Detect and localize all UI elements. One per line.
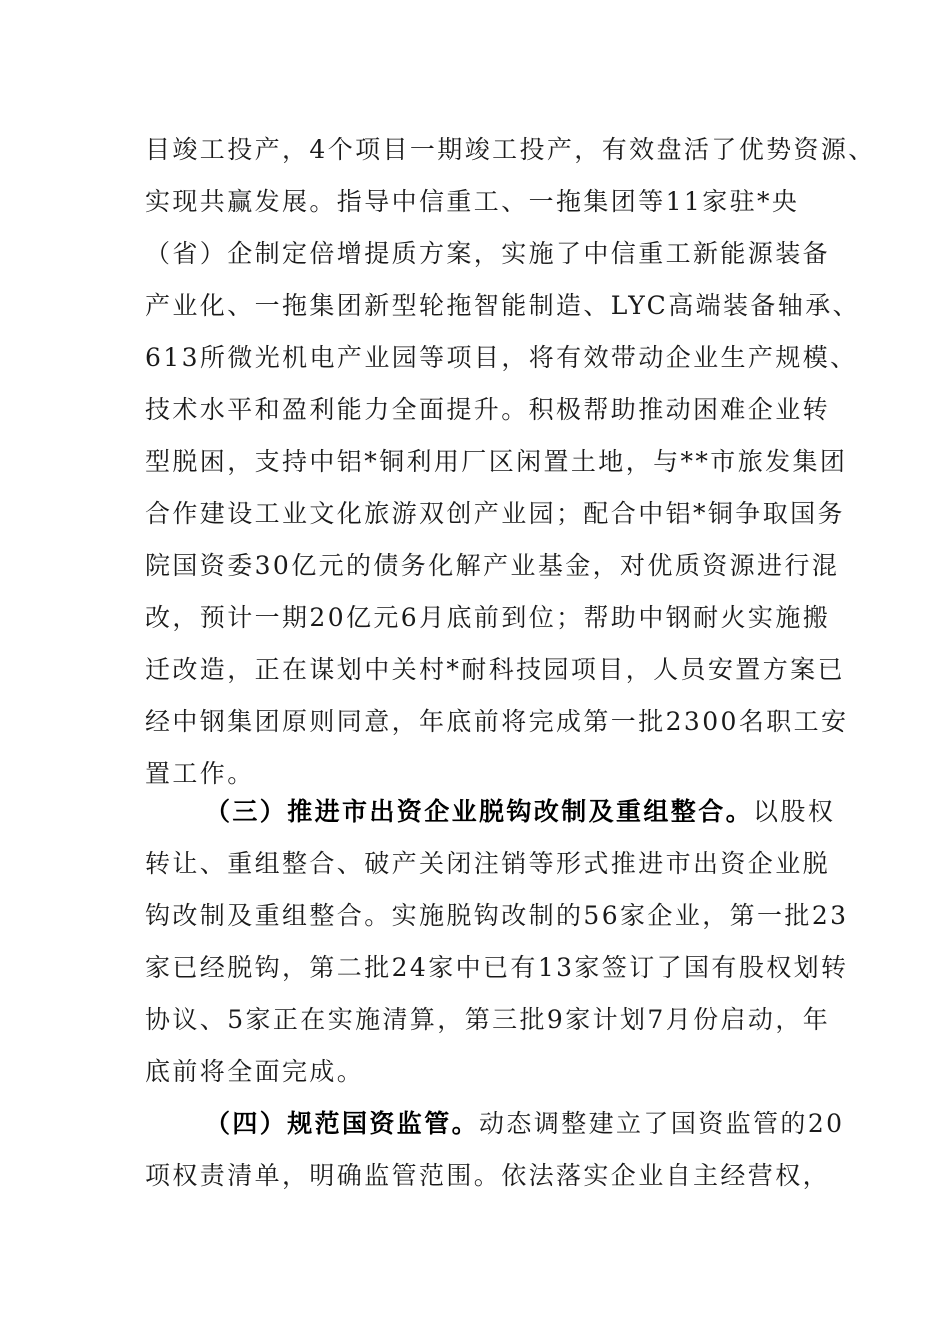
section-first-line bbox=[145, 1098, 845, 1150]
text-line: 技术水平和盈利能力全面提升。积极帮助推动困难企业转 bbox=[145, 395, 831, 424]
text-line: 产业化、一拖集团新型轮拖智能制造、LYC高端装备轴承、 bbox=[145, 291, 860, 320]
paragraph-project-progress bbox=[145, 124, 876, 800]
text-line: 实现共赢发展。指导中信重工、一拖集团等11家驻*央 bbox=[145, 187, 800, 216]
paragraph-section-three bbox=[145, 786, 849, 1098]
text-line: 经中钢集团原则同意，年底前将完成第一批2300名职工安 bbox=[145, 707, 849, 736]
section-first-line bbox=[145, 786, 836, 838]
text-line: 院国资委30亿元的债务化解产业基金，对优质资源进行混 bbox=[145, 551, 840, 580]
text-line: 转让、重组整合、破产关闭注销等形式推进市出资企业脱 bbox=[145, 849, 831, 878]
text-line: 项权责清单，明确监管范围。依法落实企业自主经营权， bbox=[145, 1161, 831, 1190]
section-heading: （三）推进市出资企业脱钩改制及重组整合。 bbox=[205, 797, 754, 826]
text-line: 合作建设工业文化旅游双创产业园；配合中铝*铜争取国务 bbox=[145, 499, 845, 528]
text-line: 613所微光机电产业园等项目，将有效带动企业生产规模、 bbox=[145, 343, 858, 372]
section-heading: （四）规范国资监管。 bbox=[205, 1109, 480, 1138]
section-lead-text: 以股权 bbox=[753, 797, 836, 826]
text-line: （省）企制定倍增提质方案，实施了中信重工新能源装备 bbox=[145, 239, 831, 268]
text-line: 钩改制及重组整合。实施脱钩改制的56家企业，第一批23 bbox=[145, 901, 849, 930]
text-line: 协议、5家正在实施清算，第三批9家计划7月份启动，年 bbox=[145, 1005, 831, 1034]
text-line: 底前将全面完成。 bbox=[145, 1057, 365, 1086]
text-line: 家已经脱钩，第二批24家中已有13家签订了国有股权划转 bbox=[145, 953, 849, 982]
paragraph-section-four bbox=[145, 1098, 845, 1202]
text-line: 置工作。 bbox=[145, 759, 255, 788]
section-lead-text: 动态调整建立了国资监管的20 bbox=[479, 1109, 845, 1138]
text-line: 迁改造，正在谋划中关村*耐科技园项目，人员安置方案已 bbox=[145, 655, 845, 684]
text-line: 型脱困，支持中铝*铜利用厂区闲置土地，与**市旅发集团 bbox=[145, 447, 848, 476]
text-line: 改，预计一期20亿元6月底前到位；帮助中钢耐火实施搬 bbox=[145, 603, 831, 632]
text-line: 目竣工投产，4个项目一期竣工投产，有效盘活了优势资源、 bbox=[145, 135, 876, 164]
